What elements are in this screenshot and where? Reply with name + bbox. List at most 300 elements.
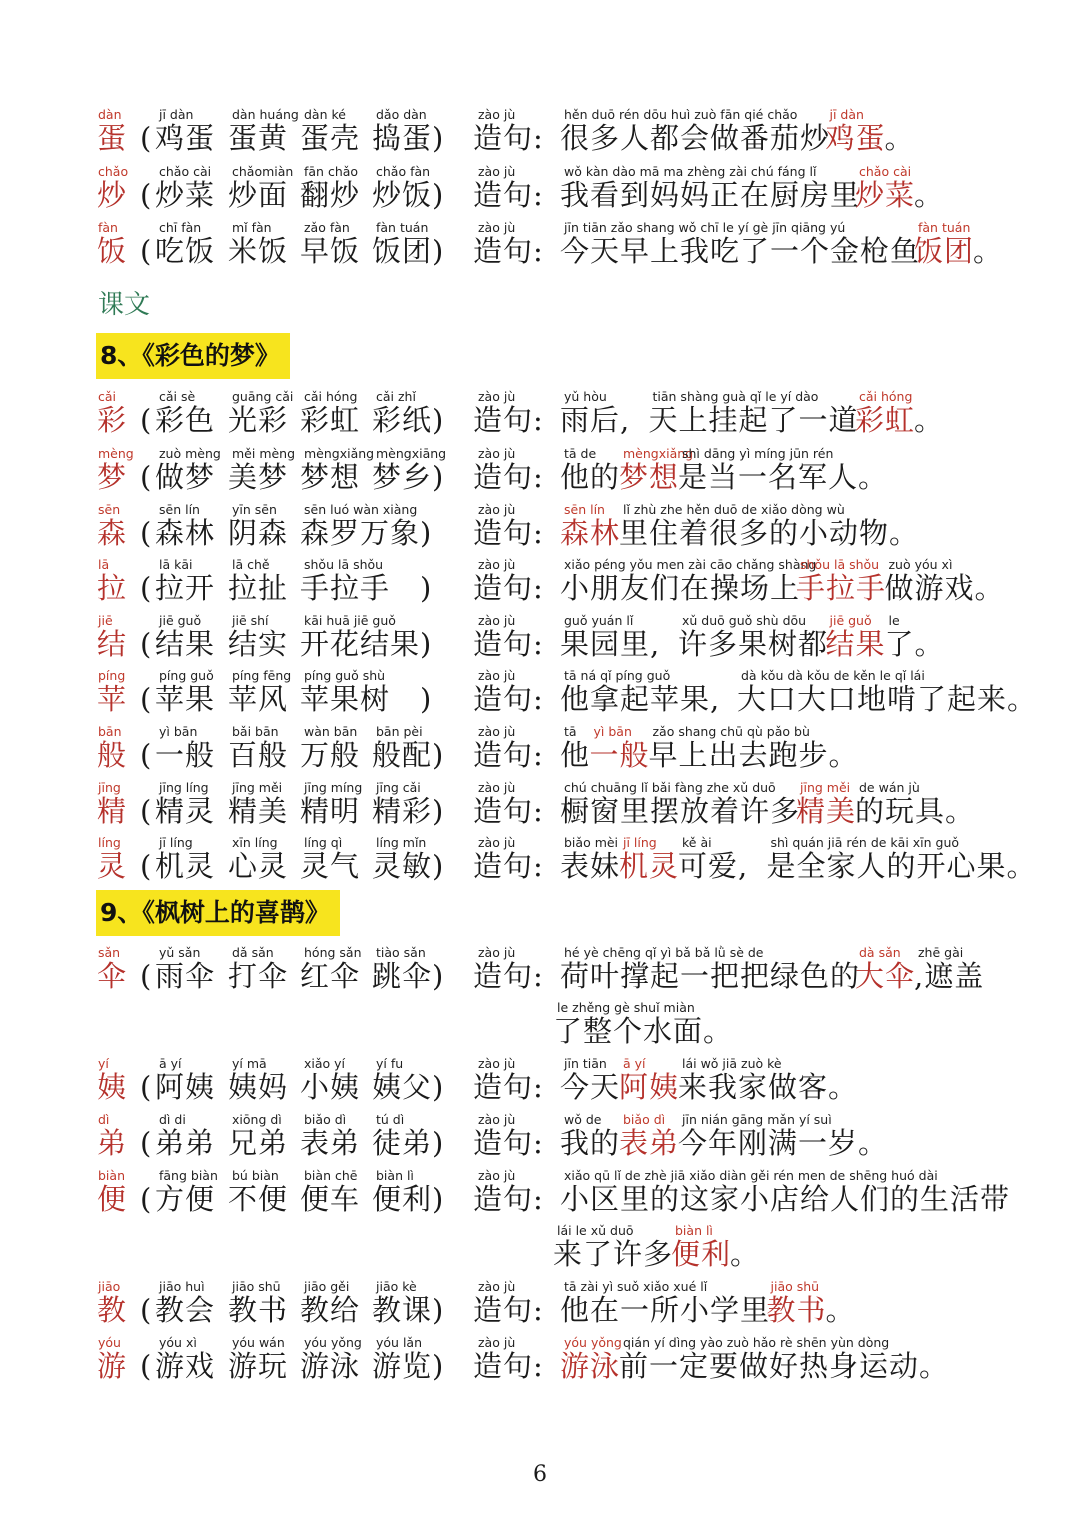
word: 蛋黄: [228, 121, 289, 155]
word: 红伞: [300, 959, 361, 993]
paren-close: ): [420, 682, 433, 716]
sentence-pinyin: kě ài: [682, 835, 712, 850]
zaoju-label: 造句:: [473, 738, 544, 772]
sentence-pinyin: fàn tuán: [918, 220, 971, 235]
word-pinyin: guāng cǎi: [232, 389, 294, 404]
zaoju-pinyin: zào jù: [478, 107, 516, 122]
sentence-pinyin: biǎo dì: [623, 1112, 666, 1127]
word-pinyin: yí fu: [376, 1056, 404, 1071]
char-pinyin: yóu: [98, 1335, 121, 1350]
paren-open: (: [140, 1070, 153, 1104]
word: 炒菜: [155, 178, 216, 212]
word-pinyin: yóu wán: [232, 1335, 285, 1350]
vocab-row: [0, 1057, 1080, 1113]
sentence-pinyin: cǎi hóng: [859, 389, 913, 404]
page-number: 6: [533, 1462, 547, 1487]
highlighted-word: 表弟: [619, 1126, 680, 1160]
vocab-row: [0, 1113, 1080, 1169]
char-pinyin: dàn: [98, 107, 122, 122]
paren-open: (: [140, 571, 153, 605]
word: 苹果树: [300, 682, 391, 716]
word-pinyin: dàn ké: [304, 107, 346, 122]
vocab-char: 蛋: [97, 121, 128, 155]
sentence-text: 前一定要做好热身运动。: [619, 1349, 950, 1383]
word: 米饭: [228, 234, 289, 268]
highlighted-word: 大伞: [855, 959, 916, 993]
paren-close: ): [432, 1182, 445, 1216]
highlighted-word: 结果: [825, 627, 886, 661]
sentence-text: 早上出去跑步。: [648, 738, 859, 772]
word-pinyin: fān chǎo: [304, 164, 359, 179]
sentence-text: 雨后,: [560, 403, 631, 437]
paren-close: ): [432, 234, 445, 268]
vocab-char: 姨: [97, 1070, 128, 1104]
sentence-text: 表妹: [560, 849, 621, 883]
word: 森林: [155, 516, 216, 550]
vocab-row: [0, 836, 1080, 892]
word-pinyin: mèngxiāng: [376, 446, 447, 461]
vocab-row: [0, 165, 1080, 221]
word: 翻炒: [300, 178, 361, 212]
word-pinyin: biàn chē: [304, 1168, 358, 1183]
char-pinyin: jiē: [98, 613, 113, 628]
word: 姨父: [372, 1070, 433, 1104]
word: 雨伞: [155, 959, 216, 993]
word-pinyin: xiǎo yí: [304, 1056, 346, 1071]
paren-open: (: [140, 682, 153, 716]
word: 小姨: [300, 1070, 361, 1104]
sentence-pinyin: jiē guǒ: [829, 613, 872, 628]
sentence-pinyin: xǔ duō guǒ shù dōu: [682, 613, 807, 628]
sentence-pinyin: le: [888, 613, 900, 628]
paren-close: ): [432, 121, 445, 155]
word-pinyin: biǎo dì: [304, 1112, 347, 1127]
word: 炒面: [228, 178, 289, 212]
sentence-text: 他拿起苹果,: [560, 682, 721, 716]
zaoju-label: 造句:: [473, 1182, 544, 1216]
sentence-pinyin: yì bān: [593, 724, 632, 739]
word: 游戏: [155, 1349, 216, 1383]
sentence-text: 可爱,: [678, 849, 749, 883]
word-pinyin: fàn tuán: [376, 220, 429, 235]
word: 精彩: [372, 794, 433, 828]
paren-close: ): [432, 794, 445, 828]
word-pinyin: jīng líng: [159, 780, 209, 795]
char-pinyin: yí: [98, 1056, 109, 1071]
sentence-pinyin: yǔ hòu: [564, 389, 607, 404]
zaoju-pinyin: zào jù: [478, 613, 516, 628]
sentence-pinyin: hé yè chēng qǐ yì bǎ bǎ lǜ sè de: [564, 945, 764, 960]
word: 彩色: [155, 403, 216, 437]
sentence-pinyin: shǒu lā shǒu: [800, 557, 880, 572]
sentence-pinyin: dà kǒu dà kǒu de kěn le qǐ lái: [741, 668, 925, 683]
vocab-row: [0, 946, 1080, 1002]
paren-close: ): [432, 1126, 445, 1160]
zaoju-pinyin: zào jù: [478, 668, 516, 683]
vocab-char: 炒: [97, 178, 128, 212]
word-pinyin: jīng měi: [232, 780, 283, 795]
highlighted-word: 森林: [560, 516, 621, 550]
zaoju-pinyin: zào jù: [478, 780, 516, 795]
lesson-number: 9、: [100, 898, 143, 927]
word-pinyin: tú dì: [376, 1112, 405, 1127]
sentence-pinyin: qián yí dìng yào zuò hǎo rè shēn yùn dòng: [623, 1335, 890, 1350]
paren-close: ): [432, 959, 445, 993]
lesson-title: 《彩色的梦》: [142, 341, 280, 370]
sentence-text: 小区里的这家小店给人们的生活带: [560, 1182, 1011, 1216]
paren-close: ): [432, 1293, 445, 1327]
word: 光彩: [228, 403, 289, 437]
highlighted-word: 鸡蛋: [825, 121, 886, 155]
sentence-pinyin: de wán jù: [859, 780, 920, 795]
word: 精灵: [155, 794, 216, 828]
word: 梦乡: [372, 460, 433, 494]
word-pinyin: yīn sēn: [232, 502, 277, 517]
word-pinyin: yóu yǒng: [304, 1335, 362, 1350]
char-pinyin: cǎi: [98, 389, 117, 404]
word-pinyin: lā kāi: [159, 557, 193, 572]
word-pinyin: cǎi hóng: [304, 389, 358, 404]
sentence-continuation: [0, 1001, 1080, 1057]
highlighted-word: 梦想: [619, 460, 680, 494]
vocab-char: 彩: [97, 403, 128, 437]
word: 灵敏: [372, 849, 433, 883]
sentence-pinyin: lái wǒ jiā zuò kè: [682, 1056, 782, 1071]
sentence-pinyin: sēn lín: [564, 502, 605, 517]
word-pinyin: chǎomiàn: [232, 164, 294, 179]
word: 教给: [300, 1293, 361, 1327]
zaoju-label: 造句:: [473, 234, 544, 268]
vocab-row: [0, 1336, 1080, 1392]
word-pinyin: lā chě: [232, 557, 270, 572]
word: 游泳: [300, 1349, 361, 1383]
zaoju-pinyin: zào jù: [478, 1335, 516, 1350]
word-pinyin: chǎo fàn: [376, 164, 431, 179]
paren-close: ): [432, 1349, 445, 1383]
paren-open: (: [140, 627, 153, 661]
sentence-text: 了整个水面。: [553, 1014, 734, 1048]
sentence-text: 是当一名军人。: [678, 460, 889, 494]
vocab-char: 精: [97, 794, 128, 828]
vocab-row: [0, 390, 1080, 446]
paren-open: (: [140, 460, 153, 494]
word-pinyin: bān pèi: [376, 724, 423, 739]
word: 早饭: [300, 234, 361, 268]
word: 游玩: [228, 1349, 289, 1383]
zaoju-pinyin: zào jù: [478, 724, 516, 739]
word-pinyin: xiōng dì: [232, 1112, 282, 1127]
word: 苹果: [155, 682, 216, 716]
word-pinyin: sēn lín: [159, 502, 200, 517]
word: 精美: [228, 794, 289, 828]
sentence-pinyin: lái le xǔ duō: [557, 1223, 634, 1238]
sentence-pinyin: xiǎo qū lǐ de zhè jiā xiǎo diàn gěi rén men de shēng huó dài: [564, 1168, 938, 1183]
highlighted-word: 便利: [671, 1237, 732, 1271]
char-pinyin: mèng: [98, 446, 134, 461]
sentence-pinyin: jīng měi: [800, 780, 851, 795]
zaoju-label: 造句:: [473, 178, 544, 212]
zaoju-pinyin: zào jù: [478, 446, 516, 461]
char-pinyin: bān: [98, 724, 122, 739]
vocab-char: 般: [97, 738, 128, 772]
word-pinyin: mǐ fàn: [232, 220, 272, 235]
word-pinyin: chǎo cài: [159, 164, 212, 179]
sentence-pinyin: le zhěng gè shuǐ miàn: [557, 1000, 695, 1015]
vocab-char: 拉: [97, 571, 128, 605]
sentence-pinyin: shì dāng yì míng jūn rén: [682, 446, 834, 461]
zaoju-label: 造句:: [473, 460, 544, 494]
sentence-text: 小朋友们在操场上: [560, 571, 801, 605]
word-pinyin: xīn líng: [232, 835, 278, 850]
word: 表弟: [300, 1126, 361, 1160]
sentence-pinyin: guǒ yuán lǐ: [564, 613, 634, 628]
highlighted-word: 游泳: [560, 1349, 621, 1383]
highlighted-word: 一般: [589, 738, 650, 772]
word: 饭团: [372, 234, 433, 268]
vocab-char: 饭: [97, 234, 128, 268]
vocab-row: [0, 558, 1080, 614]
word: 方便: [155, 1182, 216, 1216]
char-pinyin: píng: [98, 668, 126, 683]
word-pinyin: jiē shí: [232, 613, 269, 628]
word-pinyin: yǔ sǎn: [159, 945, 201, 960]
vocab-char: 结: [97, 627, 128, 661]
lesson-9-banner: [96, 890, 340, 936]
vocab-char: 苹: [97, 682, 128, 716]
word: 一般: [155, 738, 216, 772]
paren-open: (: [140, 516, 153, 550]
word: 教书: [228, 1293, 289, 1327]
sentence-pinyin: wǒ de: [564, 1112, 602, 1127]
sentence-text: 是全家人的开心果。: [766, 849, 1037, 883]
word: 机灵: [155, 849, 216, 883]
vocab-row: [0, 725, 1080, 781]
word-pinyin: jīng cǎi: [376, 780, 421, 795]
sentence-pinyin: jīn nián gāng mǎn yí suì: [682, 1112, 832, 1127]
highlighted-word: 精美: [796, 794, 857, 828]
sentence-continuation: [0, 1224, 1080, 1280]
word: 阴森: [228, 516, 289, 550]
word: 苹风: [228, 682, 289, 716]
sentence-pinyin: yóu yǒng: [564, 1335, 622, 1350]
paren-open: (: [140, 121, 153, 155]
sentence-text: 大口大口地啃了起来。: [737, 682, 1038, 716]
word-pinyin: jī líng: [159, 835, 193, 850]
sentence-pinyin: ā yí: [623, 1056, 646, 1071]
zaoju-label: 造句:: [473, 1070, 544, 1104]
word-pinyin: fāng biàn: [159, 1168, 218, 1183]
sentence-pinyin: tā: [564, 724, 577, 739]
word-pinyin: ā yí: [159, 1056, 182, 1071]
zaoju-label: 造句:: [473, 1126, 544, 1160]
vocab-row: [0, 781, 1080, 837]
word: 彩纸: [372, 403, 433, 437]
sentence-text: 今天: [560, 1070, 621, 1104]
word: 蛋壳: [300, 121, 361, 155]
vocab-char: 灵: [97, 849, 128, 883]
vocab-char: 便: [97, 1182, 128, 1216]
sentence-text: 天上挂起了一道: [648, 403, 859, 437]
sentence-text: 。: [730, 1237, 761, 1271]
word: 拉开: [155, 571, 216, 605]
sentence-text: 。: [914, 403, 945, 437]
zaoju-pinyin: zào jù: [478, 945, 516, 960]
word-pinyin: píng guǒ: [159, 668, 214, 683]
word: 炒饭: [372, 178, 433, 212]
zaoju-pinyin: zào jù: [478, 835, 516, 850]
vocab-row: [0, 669, 1080, 725]
sentence-text: 的玩具。: [855, 794, 976, 828]
sentence-pinyin: wǒ kàn dào mā ma zhèng zài chú fáng lǐ: [564, 164, 817, 179]
sentence-text: 。: [973, 234, 1004, 268]
paren-close: ): [432, 1070, 445, 1104]
zaoju-pinyin: zào jù: [478, 1168, 516, 1183]
paren-close: ): [432, 738, 445, 772]
word: 兄弟: [228, 1126, 289, 1160]
vocab-row: [0, 447, 1080, 503]
zaoju-label: 造句:: [473, 403, 544, 437]
word-pinyin: píng guǒ shù: [304, 668, 386, 683]
word: 捣蛋: [372, 121, 433, 155]
zaoju-pinyin: zào jù: [478, 164, 516, 179]
zaoju-pinyin: zào jù: [478, 220, 516, 235]
sentence-text: 他在一所小学里: [560, 1293, 771, 1327]
zaoju-label: 造句:: [473, 571, 544, 605]
sentence-pinyin: xiǎo péng yǒu men zài cāo chǎng shàng: [564, 557, 817, 572]
word-pinyin: shǒu lā shǒu: [304, 557, 384, 572]
word: 森罗万象: [300, 516, 421, 550]
sentence-text: 。: [825, 1293, 856, 1327]
paren-close: ): [432, 849, 445, 883]
word-pinyin: hóng sǎn: [304, 945, 362, 960]
word-pinyin: jīng míng: [304, 780, 363, 795]
word-pinyin: měi mèng: [232, 446, 296, 461]
word: 梦想: [300, 460, 361, 494]
sentence-text: 了。: [884, 627, 945, 661]
char-pinyin: sǎn: [98, 945, 121, 960]
highlighted-word: 炒菜: [855, 178, 916, 212]
word: 百般: [228, 738, 289, 772]
paren-close: ): [432, 178, 445, 212]
highlighted-word: 阿姨: [619, 1070, 680, 1104]
sentence-text: 橱窗里摆放着许多: [560, 794, 801, 828]
sentence-text: 很多人都会做番茄炒: [560, 121, 831, 155]
word: 美梦: [228, 460, 289, 494]
zaoju-label: 造句:: [473, 849, 544, 883]
sentence-pinyin: chǎo cài: [859, 164, 912, 179]
sentence-pinyin: lǐ zhù zhe hěn duō de xiǎo dòng wù: [623, 502, 845, 517]
word-pinyin: cǎi sè: [159, 389, 196, 404]
word-pinyin: wàn bān: [304, 724, 358, 739]
sentence-pinyin: zhē gài: [918, 945, 964, 960]
paren-open: (: [140, 794, 153, 828]
zaoju-pinyin: zào jù: [478, 1279, 516, 1294]
sentence-pinyin: dà sǎn: [859, 945, 901, 960]
word-pinyin: dàn huáng: [232, 107, 299, 122]
word: 教课: [372, 1293, 433, 1327]
word: 结果: [155, 627, 216, 661]
word: 教会: [155, 1293, 216, 1327]
word-pinyin: sēn luó wàn xiàng: [304, 502, 418, 517]
paren-close: ): [420, 627, 433, 661]
sentence-text: 。: [914, 178, 945, 212]
word: 跳伞: [372, 959, 433, 993]
word-pinyin: yí mā: [232, 1056, 267, 1071]
word: 精明: [300, 794, 361, 828]
zaoju-label: 造句:: [473, 794, 544, 828]
paren-open: (: [140, 849, 153, 883]
sentence-text: 许多果树都: [678, 627, 829, 661]
char-pinyin: biàn: [98, 1168, 125, 1183]
vocab-row: [0, 221, 1080, 277]
word-pinyin: líng qì: [304, 835, 343, 850]
word-pinyin: yì bān: [159, 724, 198, 739]
sentence-text: 我的: [560, 1126, 621, 1160]
paren-open: (: [140, 1182, 153, 1216]
sentence-pinyin: jīn tiān zǎo shang wǒ chī le yí gè jīn qiāng yú: [564, 220, 846, 235]
vocab-char: 弟: [97, 1126, 128, 1160]
paren-open: (: [140, 1349, 153, 1383]
sentence-text: 果园里,: [560, 627, 661, 661]
word: 打伞: [228, 959, 289, 993]
vocab-row: [0, 1280, 1080, 1336]
paren-close: ): [420, 571, 433, 605]
sentence-text: 我看到妈妈正在厨房里: [560, 178, 861, 212]
char-pinyin: chǎo: [98, 164, 129, 179]
word-pinyin: píng fēng: [232, 668, 292, 683]
vocab-row: [0, 614, 1080, 670]
sentence-text: 他的: [560, 460, 621, 494]
word: 彩虹: [300, 403, 361, 437]
sentence-text: 今年刚满一岁。: [678, 1126, 889, 1160]
sentence-text: 今天早上我吃了一个金枪鱼: [560, 234, 921, 268]
word: 阿姨: [155, 1070, 216, 1104]
word-pinyin: mèngxiǎng: [304, 446, 375, 461]
zaoju-pinyin: zào jù: [478, 557, 516, 572]
vocab-char: 伞: [97, 959, 128, 993]
section-label: 课文: [98, 290, 151, 320]
word: 游览: [372, 1349, 433, 1383]
paren-close: ): [432, 460, 445, 494]
char-pinyin: dì: [98, 1112, 110, 1127]
zaoju-label: 造句:: [473, 516, 544, 550]
word: 结实: [228, 627, 289, 661]
char-pinyin: fàn: [98, 220, 118, 235]
sentence-pinyin: jī líng: [623, 835, 657, 850]
vocab-row: [0, 1169, 1080, 1225]
highlighted-word: 教书: [766, 1293, 827, 1327]
word-pinyin: líng mǐn: [376, 835, 427, 850]
sentence-text: 来我家做客。: [678, 1070, 859, 1104]
word-pinyin: jiāo huì: [159, 1279, 205, 1294]
vocab-char: 教: [97, 1293, 128, 1327]
sentence-pinyin: tā de: [564, 446, 597, 461]
word-pinyin: jiāo shū: [232, 1279, 281, 1294]
highlighted-word: 手拉手: [796, 571, 887, 605]
sentence-pinyin: biàn lì: [675, 1223, 713, 1238]
word: 拉扯: [228, 571, 289, 605]
vocab-char: 梦: [97, 460, 128, 494]
zaoju-label: 造句:: [473, 1293, 544, 1327]
lesson-title: 《枫树上的喜鹊》: [142, 898, 330, 927]
word-pinyin: chī fàn: [159, 220, 202, 235]
word-pinyin: cǎi zhǐ: [376, 389, 416, 404]
char-pinyin: sēn: [98, 502, 121, 517]
zaoju-pinyin: zào jù: [478, 1112, 516, 1127]
word-pinyin: biàn lì: [376, 1168, 414, 1183]
word: 徒弟: [372, 1126, 433, 1160]
sentence-text: 做游戏。: [884, 571, 1005, 605]
